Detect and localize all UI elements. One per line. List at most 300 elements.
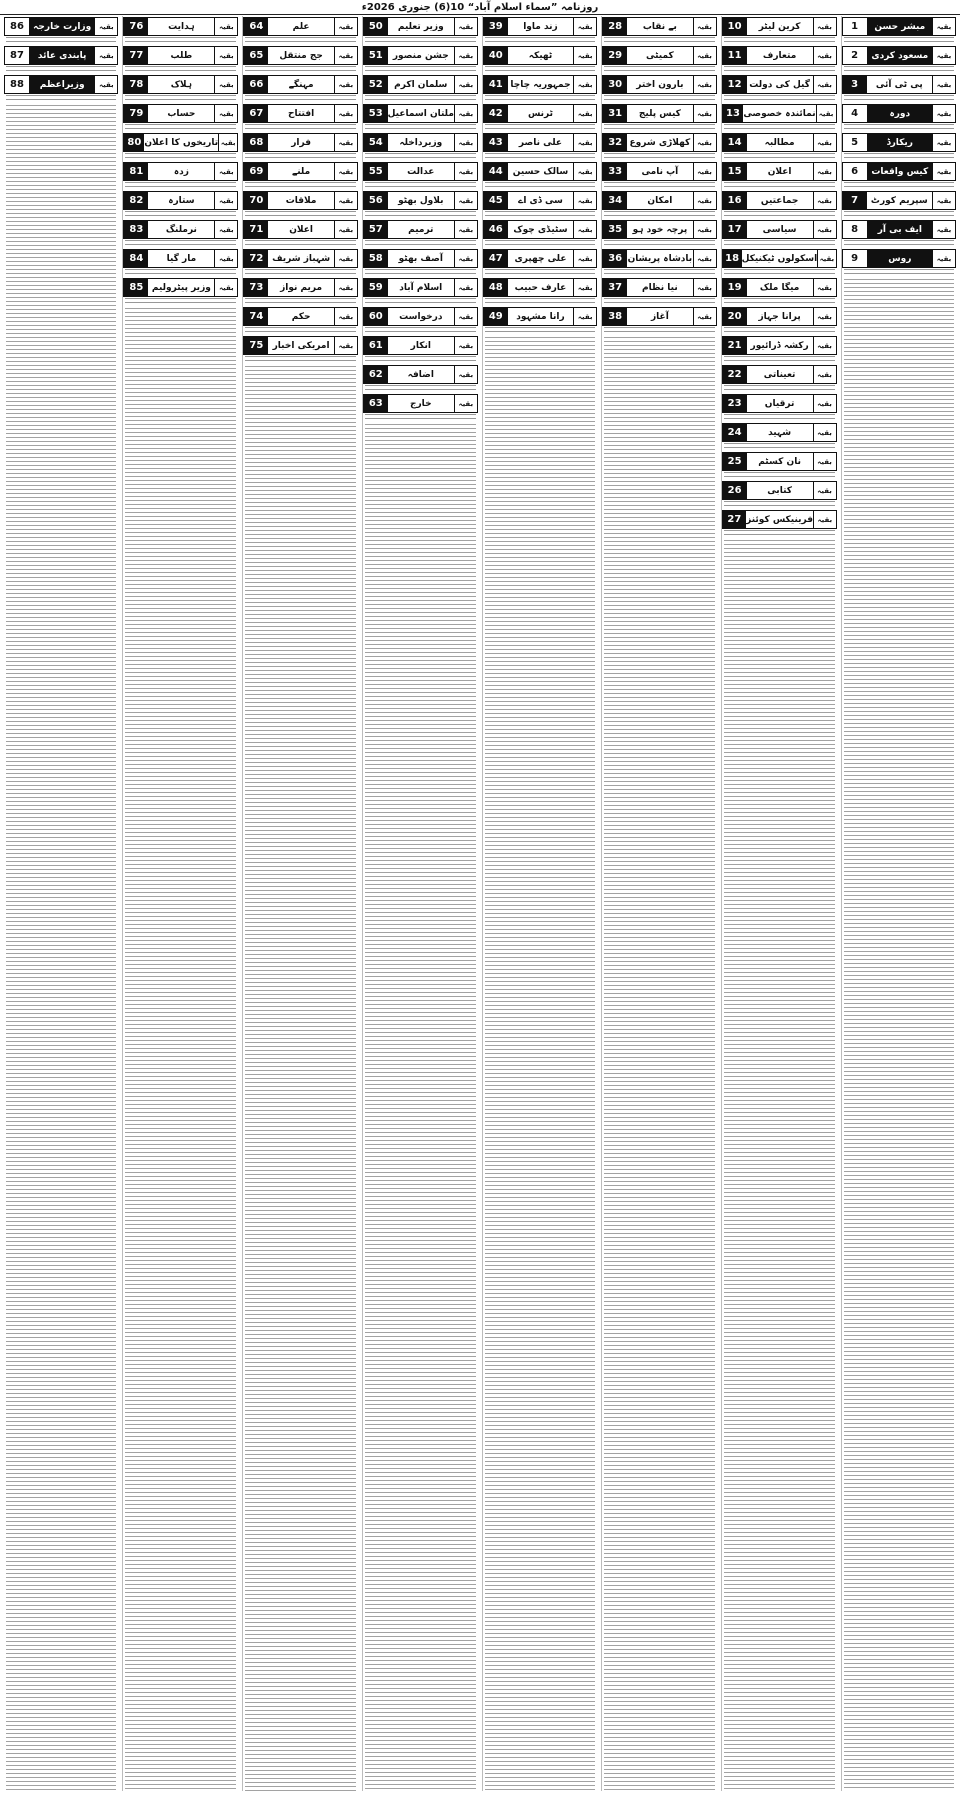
story-heading[interactable]: [842, 75, 956, 94]
story-body-text: [245, 240, 355, 248]
continued-tag: بقیہ: [573, 163, 596, 180]
story-number: 67: [244, 105, 268, 122]
story-heading[interactable]: [363, 336, 478, 355]
story-body-text: [724, 356, 835, 364]
continued-tag: بقیہ: [932, 134, 955, 151]
story-title: سالک حسین: [512, 166, 569, 177]
story-title: مہنگے: [288, 79, 314, 90]
story-title: متعارف: [762, 50, 797, 61]
story-title: افتتاح: [287, 108, 315, 119]
news-story: [483, 306, 597, 335]
story-heading[interactable]: [243, 307, 357, 326]
story-heading[interactable]: [722, 510, 837, 529]
continued-tag: بقیہ: [214, 250, 237, 267]
story-heading[interactable]: [602, 104, 716, 123]
continued-tag: بقیہ: [454, 221, 477, 238]
story-heading[interactable]: [243, 133, 357, 152]
story-number: 41: [484, 76, 508, 93]
story-heading[interactable]: [842, 162, 956, 181]
story-body-text: [604, 66, 714, 74]
column-text-fill: [844, 279, 954, 1791]
story-title: زند ماوا: [523, 21, 558, 32]
continued-tag: بقیہ: [573, 279, 596, 296]
story-heading[interactable]: [123, 191, 238, 210]
story-title: عدالت: [407, 166, 435, 177]
story-heading[interactable]: [602, 17, 716, 36]
story-heading[interactable]: [123, 133, 238, 152]
story-heading[interactable]: [722, 365, 837, 384]
story-number: 46: [484, 221, 508, 238]
story-number: 15: [723, 163, 747, 180]
story-heading[interactable]: [363, 394, 478, 413]
story-heading[interactable]: [243, 104, 357, 123]
news-story: [602, 103, 716, 132]
continued-tag: بقیہ: [454, 192, 477, 209]
story-heading[interactable]: [363, 17, 478, 36]
story-title: کیس پلیج: [638, 108, 681, 119]
continued-tag: بقیہ: [214, 279, 237, 296]
story-number: 74: [244, 308, 268, 325]
story-heading[interactable]: [123, 75, 238, 94]
continued-tag: بقیہ: [573, 76, 596, 93]
story-body-text: [844, 66, 954, 74]
story-title: دورہ: [868, 105, 932, 122]
story-title: امریکی اخبار: [272, 340, 330, 351]
story-heading[interactable]: [722, 336, 837, 355]
story-title: خارج: [410, 398, 432, 409]
story-title: ملنے: [291, 166, 311, 177]
story-heading[interactable]: [243, 278, 357, 297]
story-body-text: [604, 211, 714, 219]
story-title: طلب: [170, 50, 193, 61]
story-heading[interactable]: [602, 191, 716, 210]
story-heading[interactable]: [243, 191, 357, 210]
news-story: [363, 364, 478, 393]
story-body-text: [604, 327, 714, 335]
story-title: شہید: [768, 427, 792, 438]
story-body-text: [365, 37, 476, 45]
story-heading[interactable]: [602, 46, 716, 65]
story-title: وزیر پیٹرولیم: [151, 282, 211, 293]
continued-tag: بقیہ: [334, 76, 357, 93]
story-heading[interactable]: [483, 249, 597, 268]
story-heading[interactable]: [363, 278, 478, 297]
story-body-text: [724, 240, 835, 248]
news-story: [363, 132, 478, 161]
story-heading[interactable]: [363, 75, 478, 94]
story-title: پرچہ خود ہو: [632, 224, 688, 235]
continued-tag: بقیہ: [454, 337, 477, 354]
story-body-text: [724, 298, 835, 306]
continued-tag: بقیہ: [932, 250, 955, 267]
news-story: [483, 74, 597, 103]
story-title: اعلان: [767, 166, 792, 177]
story-number: 77: [124, 47, 148, 64]
story-heading[interactable]: [722, 452, 837, 471]
story-heading[interactable]: [722, 278, 837, 297]
continued-tag: بقیہ: [813, 279, 836, 296]
story-body-text: [604, 269, 714, 277]
story-heading[interactable]: [842, 17, 956, 36]
continued-tag: بقیہ: [334, 221, 357, 238]
story-heading[interactable]: [243, 336, 357, 355]
story-title: مریم نواز: [280, 282, 323, 293]
story-heading[interactable]: [722, 104, 837, 123]
story-heading[interactable]: [483, 191, 597, 210]
story-title: بارون اختر: [636, 79, 684, 90]
news-story: [842, 219, 956, 248]
continued-tag: بقیہ: [693, 105, 716, 122]
story-heading[interactable]: [722, 423, 837, 442]
story-heading[interactable]: [123, 220, 238, 239]
news-story: [363, 219, 478, 248]
news-story: [842, 161, 956, 190]
story-number: 52: [364, 76, 388, 93]
story-heading[interactable]: [722, 394, 837, 413]
story-title: تاریخوں کا اعلان: [144, 137, 219, 148]
story-title: سی ڈی اے: [518, 195, 563, 206]
story-title: وزارت خارجہ: [30, 18, 94, 35]
story-heading[interactable]: [722, 75, 837, 94]
story-heading[interactable]: [602, 278, 716, 297]
continued-tag: بقیہ: [334, 134, 357, 151]
story-heading[interactable]: [243, 220, 357, 239]
story-number: 10: [723, 18, 747, 35]
story-title: بادشاہ پریشان: [627, 253, 693, 264]
story-title: میگا ملک: [759, 282, 800, 293]
story-heading[interactable]: [483, 220, 597, 239]
story-body-text: [125, 37, 236, 45]
news-story: [722, 335, 837, 364]
continued-tag: بقیہ: [214, 18, 237, 35]
story-heading[interactable]: [842, 133, 956, 152]
story-heading[interactable]: [722, 191, 837, 210]
story-number: 45: [484, 192, 508, 209]
story-heading[interactable]: [4, 17, 118, 36]
news-story: [243, 248, 357, 277]
story-body-text: [125, 298, 236, 306]
continued-tag: بقیہ: [813, 192, 836, 209]
story-title: نرملنگ: [165, 224, 197, 235]
continued-tag: بقیہ: [813, 395, 836, 412]
story-number: 26: [723, 482, 747, 499]
story-number: 22: [723, 366, 747, 383]
story-number: 58: [364, 250, 388, 267]
story-number: 48: [484, 279, 508, 296]
story-title: ہدایت: [168, 21, 195, 32]
continued-tag: بقیہ: [693, 308, 716, 325]
continued-tag: بقیہ: [214, 105, 237, 122]
continued-tag: بقیہ: [816, 105, 836, 122]
story-title: اسلام آباد: [399, 282, 443, 293]
story-title: مار گیا: [166, 253, 197, 264]
continued-tag: بقیہ: [573, 192, 596, 209]
story-heading[interactable]: [123, 162, 238, 181]
story-body-text: [844, 211, 954, 219]
story-body-text: [365, 211, 476, 219]
continued-tag: بقیہ: [454, 76, 477, 93]
continued-tag: بقیہ: [813, 76, 836, 93]
story-heading[interactable]: [483, 75, 597, 94]
column-text-fill: [365, 424, 476, 1791]
story-heading[interactable]: [483, 46, 597, 65]
continued-tag: بقیہ: [454, 134, 477, 151]
continued-tag: بقیہ: [573, 47, 596, 64]
story-body-text: [245, 269, 355, 277]
continued-tag: بقیہ: [94, 76, 117, 93]
story-number: 3: [843, 76, 867, 93]
story-number: 43: [484, 134, 508, 151]
news-story: [722, 306, 837, 335]
story-body-text: [724, 327, 835, 335]
news-story: [602, 190, 716, 219]
story-number: 53: [364, 105, 388, 122]
story-number: 49: [484, 308, 508, 325]
story-number: 2: [843, 47, 868, 64]
story-number: 28: [603, 18, 627, 35]
continued-tag: بقیہ: [813, 221, 836, 238]
story-heading[interactable]: [243, 75, 357, 94]
story-body-text: [724, 530, 835, 538]
story-number: 73: [244, 279, 268, 296]
story-number: 21: [723, 337, 747, 354]
story-body-text: [604, 124, 714, 132]
news-story: [722, 480, 837, 509]
news-story: [483, 219, 597, 248]
story-heading[interactable]: [363, 365, 478, 384]
story-title: آغاز: [651, 311, 669, 322]
news-story: [722, 16, 837, 45]
story-number: 31: [603, 105, 627, 122]
story-number: 63: [364, 395, 388, 412]
continued-tag: بقیہ: [573, 18, 596, 35]
story-number: 1: [843, 18, 868, 35]
story-heading[interactable]: [363, 133, 478, 152]
story-heading[interactable]: [722, 481, 837, 500]
story-heading[interactable]: [363, 307, 478, 326]
story-title: سیاسی: [762, 224, 797, 235]
story-number: 12: [723, 76, 747, 93]
story-number: 9: [843, 250, 868, 267]
news-story: [842, 248, 956, 277]
news-story: [363, 248, 478, 277]
story-body-text: [125, 66, 236, 74]
story-body-text: [724, 269, 835, 277]
news-story: [722, 248, 837, 277]
news-story: [602, 248, 716, 277]
news-story: [602, 277, 716, 306]
continued-tag: بقیہ: [454, 395, 477, 412]
story-heading[interactable]: [722, 133, 837, 152]
story-heading[interactable]: [123, 104, 238, 123]
column-text-fill: [604, 337, 714, 1791]
news-story: [602, 16, 716, 45]
continued-tag: بقیہ: [693, 192, 716, 209]
story-heading[interactable]: [483, 307, 597, 326]
story-heading[interactable]: [602, 220, 716, 239]
news-story: [123, 161, 238, 190]
story-title: جشن منصور: [392, 50, 449, 61]
story-heading[interactable]: [602, 249, 716, 268]
story-body-text: [844, 37, 954, 45]
story-heading[interactable]: [842, 191, 956, 210]
story-body-text: [365, 298, 476, 306]
story-heading[interactable]: [722, 17, 837, 36]
story-heading[interactable]: [842, 249, 956, 268]
continued-tag: بقیہ: [334, 250, 357, 267]
news-story: [602, 132, 716, 161]
story-title: امکان: [647, 195, 673, 206]
news-story: [243, 45, 357, 74]
news-story: [722, 161, 837, 190]
story-body-text: [844, 124, 954, 132]
story-heading[interactable]: [842, 104, 956, 123]
news-story: [722, 45, 837, 74]
story-body-text: [125, 240, 236, 248]
story-heading[interactable]: [4, 75, 118, 94]
story-heading[interactable]: [363, 46, 478, 65]
story-heading[interactable]: [722, 46, 837, 65]
continued-tag: بقیہ: [454, 105, 477, 122]
story-body-text: [245, 327, 355, 335]
story-body-text: [724, 182, 835, 190]
story-heading[interactable]: [842, 46, 956, 65]
story-number: 4: [843, 105, 868, 122]
story-number: 84: [124, 250, 148, 267]
story-body-text: [724, 124, 835, 132]
story-heading[interactable]: [363, 220, 478, 239]
story-heading[interactable]: [842, 220, 956, 239]
continued-tag: بقیہ: [932, 192, 955, 209]
continued-tag: بقیہ: [813, 337, 836, 354]
story-heading[interactable]: [722, 220, 837, 239]
story-number: 71: [244, 221, 268, 238]
continued-tag: بقیہ: [94, 18, 117, 35]
story-heading[interactable]: [602, 75, 716, 94]
continued-tag: بقیہ: [813, 163, 836, 180]
continued-tag: بقیہ: [573, 308, 596, 325]
story-heading[interactable]: [483, 133, 597, 152]
story-heading[interactable]: [483, 104, 597, 123]
story-number: 14: [723, 134, 747, 151]
news-story: [243, 277, 357, 306]
story-heading[interactable]: [4, 46, 118, 65]
story-heading[interactable]: [722, 162, 837, 181]
story-title: انکار: [410, 340, 431, 351]
story-title: بلاول بھٹو: [398, 195, 444, 206]
column: [4, 16, 118, 1791]
news-story: [123, 277, 238, 306]
story-body-text: [604, 37, 714, 45]
story-title: نیا نظام: [642, 282, 678, 293]
story-number: 72: [244, 250, 268, 267]
story-body-text: [485, 153, 595, 161]
story-title: وزیر تعلیم: [397, 21, 444, 32]
story-title: زدہ: [173, 166, 189, 177]
story-heading[interactable]: [243, 46, 357, 65]
news-story: [842, 190, 956, 219]
continued-tag: بقیہ: [454, 279, 477, 296]
story-body-text: [365, 124, 476, 132]
story-number: 50: [364, 18, 388, 35]
story-heading[interactable]: [243, 162, 357, 181]
news-story: [842, 16, 956, 45]
story-title: شہباز شریف: [272, 253, 331, 264]
story-number: 24: [723, 424, 747, 441]
column: [122, 16, 238, 1791]
story-heading[interactable]: [602, 307, 716, 326]
story-title: ترمیم: [408, 224, 434, 235]
story-heading[interactable]: [483, 162, 597, 181]
story-title: کرین لیٹر: [758, 21, 801, 32]
story-number: 55: [364, 163, 388, 180]
story-number: 75: [244, 337, 268, 354]
column-text-fill: [245, 366, 355, 1791]
story-heading[interactable]: [243, 249, 357, 268]
news-story: [602, 74, 716, 103]
story-heading[interactable]: [483, 278, 597, 297]
column: [601, 16, 716, 1791]
story-body-text: [6, 95, 116, 103]
story-body-text: [365, 240, 476, 248]
story-body-text: [844, 182, 954, 190]
story-heading[interactable]: [602, 162, 716, 181]
story-title: مبشر حسن: [868, 18, 932, 35]
masthead: روزنامہ ”سماء اسلام آباد“ 10(6) جنوری 2026ء: [0, 0, 960, 15]
story-heading[interactable]: [123, 17, 238, 36]
story-heading[interactable]: [123, 278, 238, 297]
continued-tag: بقیہ: [334, 163, 357, 180]
story-heading[interactable]: [363, 162, 478, 181]
story-heading[interactable]: [602, 133, 716, 152]
story-title: علی چھپری: [514, 253, 567, 264]
news-story: [483, 45, 597, 74]
news-story: [722, 132, 837, 161]
story-number: 27: [723, 511, 747, 528]
story-title: سلمان اکرم: [394, 79, 448, 90]
story-title: مطالبہ: [764, 137, 795, 148]
columns-container: [4, 16, 956, 1791]
story-title: گیل کی دولت: [749, 79, 810, 90]
news-story: [123, 16, 238, 45]
story-title: نمائندہ خصوصی: [743, 108, 816, 119]
story-heading[interactable]: [483, 17, 597, 36]
story-title: عارف حبیب: [514, 282, 567, 293]
story-body-text: [245, 298, 355, 306]
news-story: [363, 306, 478, 335]
continued-tag: بقیہ: [932, 163, 955, 180]
story-heading[interactable]: [123, 46, 238, 65]
story-body-text: [365, 95, 476, 103]
story-body-text: [485, 327, 595, 335]
news-story: [243, 335, 357, 364]
story-heading[interactable]: [363, 191, 478, 210]
story-title: آصف بھٹو: [398, 253, 443, 264]
column-text-fill: [485, 337, 595, 1791]
story-body-text: [125, 124, 236, 132]
story-body-text: [365, 153, 476, 161]
story-heading[interactable]: [123, 249, 238, 268]
story-heading[interactable]: [722, 249, 837, 268]
continued-tag: بقیہ: [454, 163, 477, 180]
story-number: 76: [124, 18, 148, 35]
news-story: [363, 74, 478, 103]
story-heading[interactable]: [363, 104, 478, 123]
story-heading[interactable]: [363, 249, 478, 268]
story-heading[interactable]: [722, 307, 837, 326]
story-number: 79: [124, 105, 148, 122]
story-heading[interactable]: [243, 17, 357, 36]
